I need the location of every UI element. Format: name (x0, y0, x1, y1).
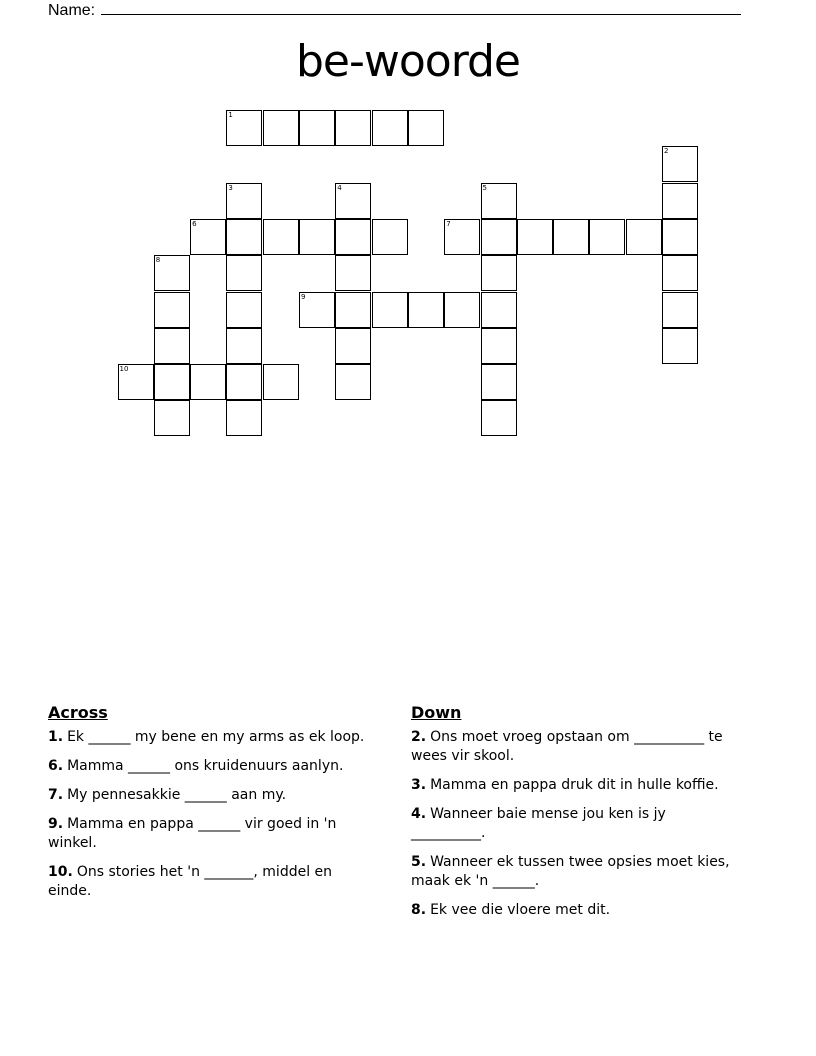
grid-cell[interactable] (481, 328, 517, 364)
clue-number: 10 (119, 365, 129, 374)
clue-number: 1 (228, 111, 233, 119)
down-clue: 3. Mamma en pappa druk dit in hulle koffie. (411, 777, 719, 793)
grid-cell[interactable] (154, 255, 190, 291)
grid-cell[interactable] (226, 292, 262, 328)
grid-cell[interactable] (154, 292, 190, 328)
down-clues (411, 702, 741, 930)
clue-number: 6 (192, 219, 197, 228)
grid-cell[interactable] (553, 219, 589, 255)
grid-cell[interactable] (335, 364, 371, 400)
grid-cell[interactable] (662, 219, 698, 255)
grid-cell[interactable] (481, 255, 517, 291)
page-title: be-woorde (295, 36, 521, 87)
grid-cell[interactable] (154, 328, 190, 364)
down-clue: 5. Wanneer ek tussen twee opsies moet kies, maak ek 'n ______. (411, 854, 730, 889)
grid-cell[interactable] (263, 110, 299, 146)
clue-number: 5 (482, 183, 487, 192)
across-heading: Across (48, 703, 108, 722)
grid-cell[interactable] (662, 255, 698, 291)
grid-cell[interactable] (517, 219, 553, 255)
clue-number: 3 (228, 183, 233, 192)
grid-cell[interactable] (481, 364, 517, 400)
grid-cell[interactable] (190, 364, 226, 400)
clue-number: 7 (446, 219, 451, 228)
grid-cell[interactable] (226, 183, 262, 219)
across-clue: 1. Ek ______ my bene en my arms as ek loop. (48, 729, 365, 745)
grid-cell[interactable] (372, 110, 408, 146)
grid-cell[interactable] (444, 219, 480, 255)
grid-cell[interactable] (408, 110, 444, 146)
grid-cell[interactable] (444, 292, 480, 328)
clue-number: 8 (155, 256, 161, 265)
across-clue: 9. Mamma en pappa ______ vir goed in 'n winkel. (48, 816, 337, 851)
grid-cell[interactable] (263, 219, 299, 255)
across-clue: 10. Ons stories het 'n _______, middel en einde. (48, 864, 333, 899)
grid-cell[interactable] (226, 219, 262, 255)
clue-number: 9 (301, 292, 306, 301)
grid-cell[interactable] (335, 328, 371, 364)
across-clue: 6. Mamma ______ ons kruidenuurs aanlyn. (48, 758, 344, 774)
grid-cell[interactable] (335, 183, 371, 219)
grid-cell[interactable] (481, 219, 517, 255)
grid-cell[interactable] (335, 219, 371, 255)
grid-cell[interactable] (372, 292, 408, 328)
grid-cell[interactable] (372, 219, 408, 255)
down-clue: 8. Ek vee die vloere met dit. (411, 902, 611, 918)
grid-cell[interactable] (226, 328, 262, 364)
grid-cell[interactable] (226, 400, 262, 436)
grid-cell[interactable] (408, 292, 444, 328)
crossword-grid (0, 0, 816, 460)
grid-cell[interactable] (154, 364, 190, 400)
down-heading: Down (411, 703, 462, 722)
down-clue: 2. Ons moet vroeg opstaan om __________ te wees vir skool. (411, 729, 723, 764)
grid-cell[interactable] (299, 219, 335, 255)
grid-cell[interactable] (481, 183, 517, 219)
grid-cell[interactable] (226, 255, 262, 291)
grid-cell[interactable] (481, 400, 517, 436)
grid-cell[interactable] (626, 219, 662, 255)
grid-cell[interactable] (299, 110, 335, 146)
grid-cell[interactable] (662, 292, 698, 328)
grid-cell[interactable] (226, 110, 262, 146)
grid-cell[interactable] (335, 255, 371, 291)
clue-number: 4 (337, 183, 342, 192)
grid-cell[interactable] (589, 219, 625, 255)
grid-cell[interactable] (662, 183, 698, 219)
across-clues (48, 702, 378, 911)
across-clue: 7. My pennesakkie ______ aan my. (48, 787, 287, 803)
grid-cell[interactable] (118, 364, 154, 400)
grid-cell[interactable] (226, 364, 262, 400)
grid-cell[interactable] (263, 364, 299, 400)
grid-cell[interactable] (154, 400, 190, 436)
grid-cell[interactable] (335, 292, 371, 328)
name-label: Name: (48, 2, 96, 19)
grid-cell[interactable] (299, 292, 335, 328)
down-clue: 4. Wanneer baie mense jou ken is jy __________. (411, 806, 666, 841)
grid-cell[interactable] (481, 292, 517, 328)
grid-cell[interactable] (190, 219, 226, 255)
grid-cell[interactable] (335, 110, 371, 146)
clue-number: 2 (664, 147, 669, 156)
grid-cell[interactable] (662, 146, 698, 182)
grid-cell[interactable] (662, 328, 698, 364)
